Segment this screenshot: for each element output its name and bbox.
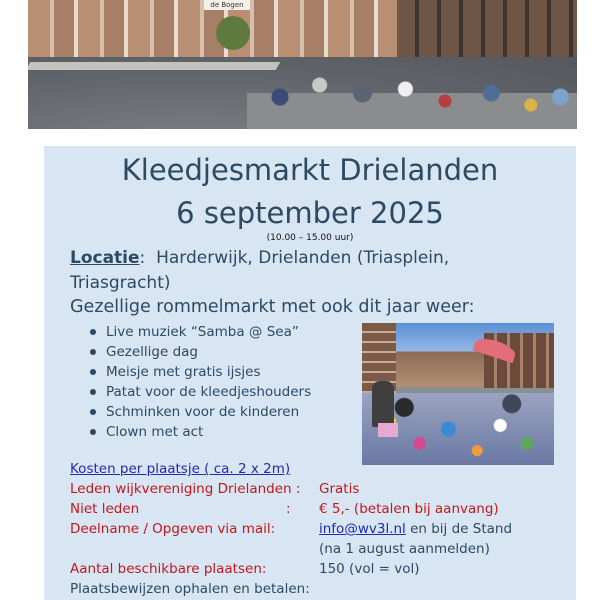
market-photo-side — [362, 323, 554, 465]
bullet-icon — [90, 409, 96, 415]
list-item: Patat voor de kleedjeshouders — [88, 382, 311, 402]
signup-email-link[interactable]: info@wv3l.nl — [319, 521, 406, 537]
places-value: 150 (vol = vol) — [319, 561, 420, 577]
bullet-icon — [90, 369, 96, 375]
signup-note: (na 1 august aanmelden) — [319, 541, 490, 557]
bullet-icon — [90, 329, 96, 335]
costs-section — [70, 459, 560, 599]
signup-label: Deelname / Opgeven via mail: — [70, 521, 276, 537]
photo-crowd — [247, 49, 577, 129]
photo-tree — [216, 16, 250, 50]
intro-text: Gezellige rommelmarkt met ook dit jaar weer: — [70, 297, 475, 317]
feature-list — [88, 322, 311, 442]
places-label: Aantal beschikbare plaatsen: — [70, 561, 267, 577]
bullet-icon — [90, 389, 96, 395]
location-block — [70, 246, 550, 296]
nonmembers-label: Niet leden — [70, 501, 140, 517]
location-line2: Triasgracht) — [70, 273, 171, 293]
location-line1: Harderwijk, Drielanden (Triasplein, — [156, 248, 450, 268]
members-value: Gratis — [319, 481, 360, 497]
bullet-icon — [90, 349, 96, 355]
market-photo-top — [28, 0, 577, 129]
list-item: Schminken voor de kinderen — [88, 402, 311, 422]
poster-title: Kleedjesmarkt Drielanden — [121, 153, 499, 187]
costs-header: Kosten per plaatsje ( ca. 2 x 2m) — [70, 461, 291, 477]
location-label: Locatie — [70, 248, 140, 268]
list-item: Clown met act — [88, 422, 311, 442]
list-item: Gezellige dag — [88, 342, 311, 362]
nonmembers-colon: : — [286, 501, 291, 517]
list-item: Meisje met gratis ijsjes — [88, 362, 311, 382]
event-date: 6 september 2025 — [176, 196, 444, 230]
nonmembers-value: € 5,- (betalen bij aanvang) — [319, 501, 499, 517]
photo-sign: de Bogen — [204, 0, 250, 10]
members-label: Leden wijkvereniging Drielanden : — [70, 481, 301, 497]
photo-person — [372, 381, 394, 427]
list-item: Live muziek “Samba @ Sea” — [88, 322, 311, 342]
poster-panel — [44, 146, 576, 600]
event-hours: (10.00 – 15.00 uur) — [266, 233, 354, 243]
tickets-label: Plaatsbewijzen ophalen en betalen: — [70, 581, 310, 597]
photo-bag — [378, 423, 398, 437]
bullet-icon — [90, 429, 96, 435]
location-colon: : — [139, 248, 146, 268]
photo-curb — [28, 62, 280, 70]
signup-suffix: en bij de Stand — [405, 521, 513, 537]
